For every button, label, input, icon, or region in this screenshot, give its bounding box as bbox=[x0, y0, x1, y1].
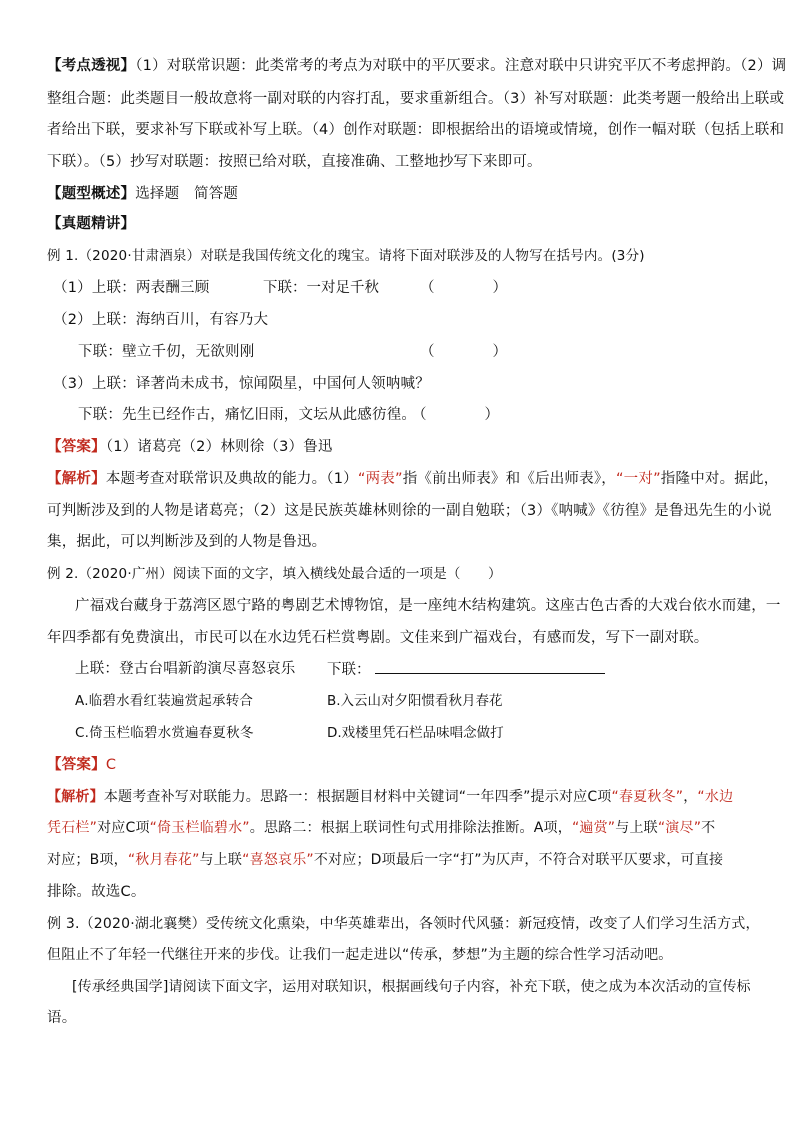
ex1-answer: 【答案】（1）诸葛亮（2）林则徐（3）鲁迅 bbox=[47, 439, 333, 455]
ex2-analysis-line-1: 【解析】本题考查补写对联能力。思路一：根据题目材料中关键词“一年四季”提示对应C项“春夏秋冬”，“水边 bbox=[47, 789, 734, 805]
ex2-analysis-line-3: 对应；B项，“秋月春花”与上联“喜怒哀乐”不对应；D项最后一字“打”为仄声，不符合对联平仄要求，可直接 bbox=[47, 852, 724, 868]
ex2-analysis-line-2: 凭石栏”对应C项“倚玉栏临碧水”。思路二：根据上联词性句式用排除法推断。A项，“遍赏”与上联“演尽”不 bbox=[47, 820, 716, 836]
ex2-option-d: D.戏楼里凭石栏品味唱念做打 bbox=[327, 725, 504, 741]
ex2-passage-line-1: 广福戏台藏身于荔湾区恩宁路的粤剧艺术博物馆，是一座纯木结构建筑。这座古色古香的大戏台依水而建，一 bbox=[75, 598, 781, 614]
ex2-option-c: C.倚玉栏临碧水赏遍春夏秋冬 bbox=[75, 725, 254, 741]
exam-points-line-2: 整组合题：此类题目一般故意将一副对联的内容打乱，要求重新组合。（3）补写对联题：此类考题一般给出上联或 bbox=[47, 91, 785, 107]
exam-points-tag: 【考点透视】 bbox=[47, 58, 136, 74]
real-exam-heading: 【真题精讲】 bbox=[47, 216, 136, 232]
ex3-stem-line-1: 例 3.（2020·湖北襄樊）受传统文化熏染，中华英雄辈出，各领时代风骚：新冠疫情，改变了人们学习生活方式， bbox=[47, 916, 760, 932]
ex1-analysis-line-3: 集，据此，可以判断涉及到的人物是鲁迅。 bbox=[47, 534, 327, 550]
ex2-lower-couplet: 下联： bbox=[327, 659, 605, 680]
ex1-item3-upper: （3）上联：译著尚未成书，惊闻陨星，中国何人领呐喊？ bbox=[53, 376, 430, 392]
ex1-item2-blank[interactable]: （ ） bbox=[420, 344, 507, 360]
ex2-answer: 【答案】C bbox=[47, 757, 117, 773]
ex1-item2-lower: 下联：壁立千仞，无欲则刚 bbox=[78, 344, 255, 360]
ex3-task-line-2: 语。 bbox=[47, 1010, 77, 1026]
ex1-item1-blank[interactable]: （ ） bbox=[420, 280, 507, 296]
exam-points-line-4: 下联）。（5）抄写对联题：按照已给对联，直接准确、工整地抄写下来即可。 bbox=[47, 154, 542, 170]
ex1-item1-upper: （1）上联：两表酬三顾 bbox=[53, 280, 210, 296]
ex3-task-line-1: [传承经典国学]请阅读下面文字，运用对联知识，根据画线句子内容，补充下联，使之成为本次活动的宣传标 bbox=[72, 979, 751, 995]
ex2-lower-blank[interactable] bbox=[375, 659, 605, 674]
ex1-item1-lower: 下联：一对足千秋 bbox=[263, 280, 379, 296]
ex3-stem-line-2: 但阻止不了年轻一代继往开来的步伐。让我们一起走进以“传承，梦想”为主题的综合性学习活动吧。 bbox=[47, 947, 673, 963]
ex1-analysis-line-2: 可判断涉及到的人物是诸葛亮；（2）这是民族英雄林则徐的一副自勉联；（3）《呐喊》《彷徨》是鲁迅先生的小说 bbox=[47, 503, 772, 519]
exam-points-line-1: 【考点透视】（1）对联常识题：此类常考的考点为对联中的平仄要求。注意对联中只讲究平仄不考虑押韵。（2）调 bbox=[47, 58, 787, 74]
ex1-analysis-line-1: 【解析】本题考查对联常识及典故的能力。（1）“两表”指《前出师表》和《后出师表》，“一对”指隆中对。据此， bbox=[47, 471, 779, 487]
ex1-item3-lower: 下联：先生已经作古，痛忆旧雨，文坛从此感彷徨。 bbox=[78, 407, 417, 423]
ex2-stem: 例 2.（2020·广州）阅读下面的文字，填入横线处最合适的一项是（ ） bbox=[47, 566, 502, 582]
ex2-option-a: A.临碧水看红装遍赏起承转合 bbox=[75, 693, 254, 709]
ex2-analysis-line-4: 排除。故选C。 bbox=[47, 884, 146, 900]
ex1-item3-blank[interactable]: （ ） bbox=[412, 407, 499, 423]
question-types: 【题型概述】选择题 简答题 bbox=[47, 186, 239, 202]
ex2-option-b: B.入云山对夕阳惯看秋月春花 bbox=[327, 693, 503, 709]
ex1-stem: 例 1.（2020·甘肃酒泉）对联是我国传统文化的瑰宝。请将下面对联涉及的人物写在括号内。(3分) bbox=[47, 248, 645, 264]
ex2-upper-couplet: 上联：登古台唱新韵演尽喜怒哀乐 bbox=[75, 661, 296, 677]
exam-points-line-3: 者给出下联，要求补写下联或补写上联。（4）创作对联题：即根据给出的语境或情境，创作一幅对联（包括上联和 bbox=[47, 122, 785, 138]
ex1-item2-upper: （2）上联：海纳百川，有容乃大 bbox=[53, 312, 269, 328]
ex2-passage-line-2: 年四季都有免费演出，市民可以在水边凭石栏赏粤剧。文佳来到广福戏台，有感而发，写下一副对联。 bbox=[47, 630, 709, 646]
